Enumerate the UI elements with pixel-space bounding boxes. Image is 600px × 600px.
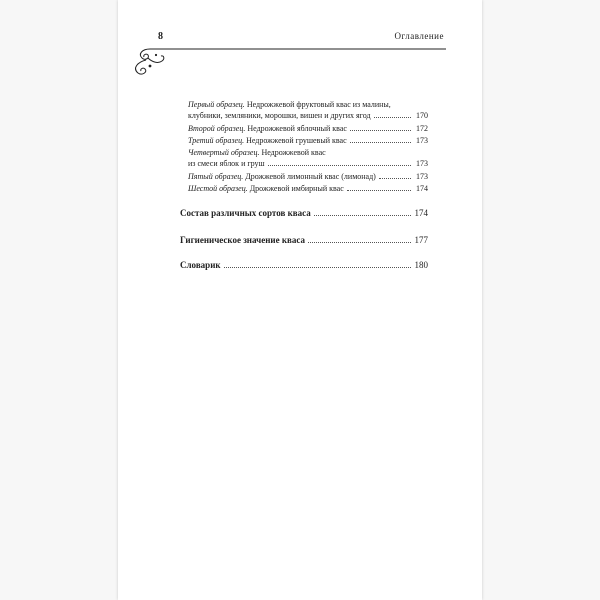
page-number: 8 — [158, 31, 164, 42]
entry-page: 173 — [416, 172, 428, 181]
entry-text-continued: клубники, земляники, морошки, вишен и других ягод — [188, 111, 371, 120]
entry-text: Недрожжевой грушевый квас — [246, 136, 347, 145]
entry-text: Дрожжевой имбирный квас — [249, 184, 344, 193]
entry-text: Недрожжевой яблочный квас — [247, 124, 347, 133]
entry-text-continued: из смеси яблок и груш — [188, 159, 265, 168]
entry-page: 170 — [416, 111, 428, 120]
section-title: Словарик — [180, 260, 221, 270]
section-page: 180 — [414, 260, 428, 270]
leader-dots — [379, 177, 411, 179]
book-page — [118, 0, 482, 600]
toc-entry-3 — [188, 135, 428, 146]
toc-section-3 — [180, 260, 428, 271]
leader-dots — [350, 129, 411, 131]
entry-label: Пятый образец. — [188, 172, 244, 181]
page-header — [158, 31, 444, 47]
entry-label: Первый образец. — [188, 100, 245, 109]
entry-text: Недрожжевой квас — [261, 148, 326, 157]
section-title: Гигиеническое значение кваса — [180, 235, 305, 245]
entry-page: 172 — [416, 124, 428, 133]
section-title: Состав различных сортов кваса — [180, 208, 311, 218]
leader-dots — [347, 189, 411, 191]
section-page: 177 — [414, 235, 428, 245]
entry-text: Недрожжевой фруктовый квас из малины, — [246, 100, 391, 109]
toc-section-1 — [180, 208, 428, 219]
leader-dots — [224, 266, 411, 268]
entry-label: Шестой образец. — [188, 184, 248, 193]
entry-text: Дрожжевой лимонный квас (лимонад) — [245, 172, 376, 181]
leader-dots — [314, 214, 411, 216]
toc-entry-6 — [188, 183, 428, 194]
entry-page: 173 — [416, 159, 428, 168]
entry-label: Четвертый образец. — [188, 148, 260, 157]
flourish-rule-ornament-icon — [128, 46, 448, 78]
running-title: Оглавление — [394, 31, 444, 41]
leader-dots — [268, 164, 411, 166]
toc-entry-5 — [188, 171, 428, 182]
entry-page: 173 — [416, 136, 428, 145]
leader-dots — [374, 116, 411, 118]
toc-entry-1 — [188, 99, 428, 121]
section-page: 174 — [414, 208, 428, 218]
toc-entry-2 — [188, 123, 428, 134]
entry-label: Второй образец. — [188, 124, 246, 133]
entry-label: Третий образец. — [188, 136, 245, 145]
leader-dots — [350, 141, 411, 143]
entry-page: 174 — [416, 184, 428, 193]
leader-dots — [308, 241, 411, 243]
toc-section-2 — [180, 235, 428, 246]
toc-entry-4 — [188, 147, 428, 169]
